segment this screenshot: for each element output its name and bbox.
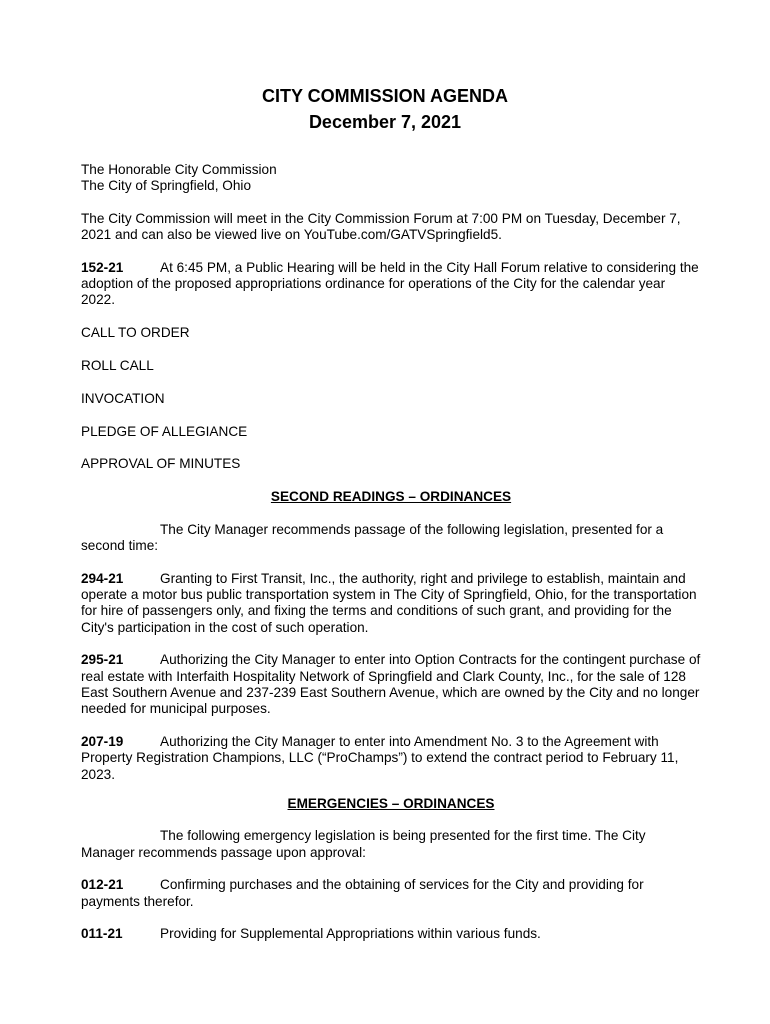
legislation-item <box>81 734 701 783</box>
item-number: 295-21 <box>81 652 124 668</box>
legislation-item <box>81 877 701 910</box>
item-number: 207-19 <box>81 733 124 749</box>
item-text: Authorizing the City Manager to enter into Option Contracts for the contingent purchase of real estate with Interfaith Hospitality Network of Springfield and Clark County, Inc., for the sale of 128 East Southern Avenue and 237-239 East Southern Avenue, which are owned by the City and no longer needed for municipal purposes. <box>81 652 701 717</box>
item-number: 294-21 <box>81 570 124 586</box>
item-text: Providing for Supplemental Appropriations within various funds. <box>160 926 541 942</box>
item-text: Granting to First Transit, Inc., the authority, right and privilege to establish, maintain and operate a motor bus public transportation system in The City of Springfield, Ohio, for the transportation for hire of passengers only, and fixing the terms and conditions of such grant, and providing for the City's participation in the cost of such operation. <box>81 570 697 635</box>
legislation-item <box>81 571 701 637</box>
order-item: CALL TO ORDER <box>81 324 190 340</box>
hearing-item <box>81 260 701 309</box>
order-item: INVOCATION <box>81 390 165 406</box>
meeting-intro: The City Commission will meet in the City Commission Forum at 7:00 PM on Tuesday, December 7, 2021 and can also be viewed live on YouTube.com/GATVSpringfield5. <box>81 210 681 243</box>
item-text: Confirming purchases and the obtaining of services for the City and providing for payments therefor. <box>81 877 644 909</box>
agenda-body <box>81 162 701 959</box>
order-item: ROLL CALL <box>81 357 154 373</box>
addressee-line: The City of Springfield, Ohio <box>81 178 252 194</box>
addressee <box>81 162 701 195</box>
page-date: December 7, 2021 <box>308 112 462 132</box>
legislation-item <box>81 926 701 942</box>
page-title: CITY COMMISSION AGENDA <box>261 86 508 106</box>
section-heading: SECOND READINGS – ORDINANCES <box>270 489 512 505</box>
item-text: At 6:45 PM, a Public Hearing will be held in the City Hall Forum relative to considering the adoption of the proposed appropriations ordinance for operations of the City for the calendar year 2022. <box>81 259 699 308</box>
order-item: APPROVAL OF MINUTES <box>81 456 241 472</box>
item-number: 011-21 <box>81 926 123 942</box>
item-number: 152-21 <box>81 259 124 275</box>
item-text: Authorizing the City Manager to enter into Amendment No. 3 to the Agreement with Property Registration Champions, LLC (“ProChamps”) to extend the contract period to February 11, 2023. <box>81 733 679 782</box>
addressee-line: The Honorable City Commission <box>81 162 277 177</box>
section-intro-text: The City Manager recommends passage of the following legislation, presented for a second time: <box>81 521 664 554</box>
legislation-item <box>81 652 701 718</box>
section-heading: EMERGENCIES – ORDINANCES <box>287 796 495 812</box>
title-block <box>0 83 770 135</box>
section-intro <box>81 828 701 861</box>
item-number: 012-21 <box>81 877 124 893</box>
section-intro-text: The following emergency legislation is being presented for the first time. The City Manager recommends passage upon approval: <box>81 828 646 860</box>
section-intro <box>81 522 701 555</box>
order-item: PLEDGE OF ALLEGIANCE <box>81 423 248 439</box>
